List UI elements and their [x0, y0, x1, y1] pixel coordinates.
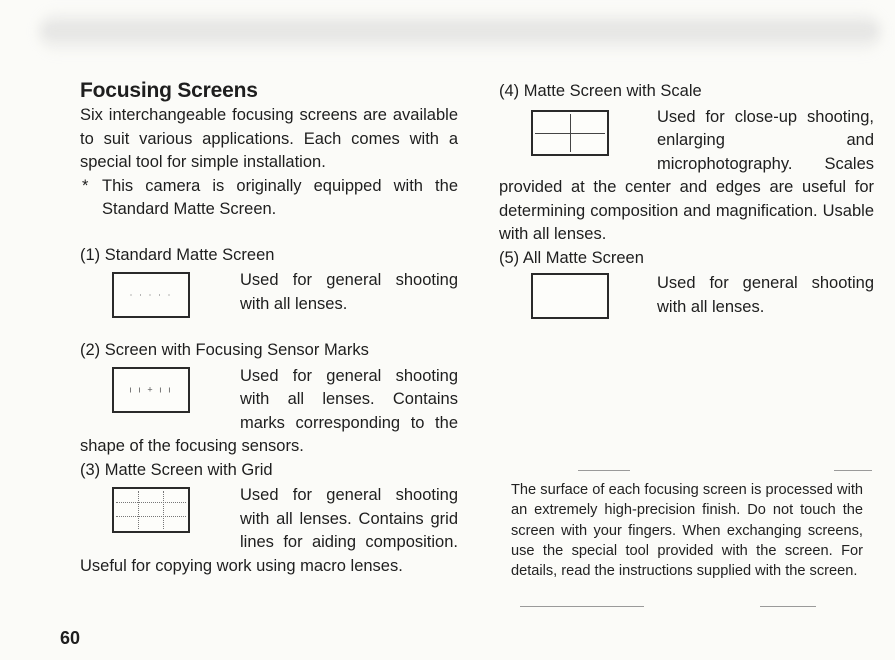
screen-title: (1) Standard Matte Screen [80, 245, 275, 264]
caution-top-rule [834, 470, 872, 471]
note-marker: * [82, 176, 89, 195]
screen-item-all-matte [499, 247, 874, 320]
screen-description: Used for general shooting with all lenses. Contains grid lines for aiding composition. Useful for copying work using macro lenses. [80, 486, 458, 575]
screen-description: Used for general shooting with all lenses. [240, 271, 458, 313]
grid-screen-icon [112, 487, 190, 533]
dot-marks-icon: · · · · · [129, 289, 173, 299]
all-matte-screen-icon [531, 273, 609, 319]
caution-note: The surface of each focusing screen is processed with an extremely high-precision finish. Do not touch the screen with your fingers. When exchanging screens, use the special tool provided with the screen. For details, read the instructions supplied with the screen. [511, 482, 863, 580]
screen-item-grid [80, 459, 458, 579]
screen-description: Used for general shooting with all lenses. [657, 274, 874, 316]
top-shadow [40, 10, 880, 54]
page-title: Focusing Screens [80, 79, 258, 102]
standard-matte-screen-icon [112, 272, 190, 318]
screen-description: Used for general shooting with all lenses. Contains marks corresponding to the shape of the focusing sensors. [80, 366, 458, 455]
screen-title: (3) Matte Screen with Grid [80, 460, 273, 479]
note [80, 175, 458, 222]
screen-item-sensor-marks [80, 339, 458, 459]
caution-bottom-rule [520, 606, 644, 607]
screen-item-standard [80, 244, 458, 340]
screen-description: Used for close-up shooting, enlarging and microphotography. Scales provided at the center and edges are useful for determining composition and magnification. Usable with all lenses. [499, 107, 874, 243]
caution-bottom-rule [760, 606, 816, 607]
screen-title: (4) Matte Screen with Scale [499, 82, 702, 100]
note-text: This camera is originally equipped with the Standard Matte Screen. [102, 176, 458, 218]
sensor-marks-icon: ı ı + ı ı [129, 384, 173, 395]
sensor-marks-screen-icon [112, 367, 190, 413]
screen-title: (2) Screen with Focusing Sensor Marks [80, 341, 369, 359]
caution-top-rule [578, 470, 630, 471]
right-column [499, 80, 874, 342]
page-number: 60 [60, 628, 81, 648]
intro-paragraph: Six interchangeable focusing screens are available to suit various applications. Each comes with a special tool for simple installation. [80, 106, 458, 171]
scale-screen-icon [531, 110, 609, 156]
screen-title: (5) All Matte Screen [499, 248, 644, 267]
screen-item-scale [499, 80, 874, 247]
left-column [80, 78, 458, 578]
